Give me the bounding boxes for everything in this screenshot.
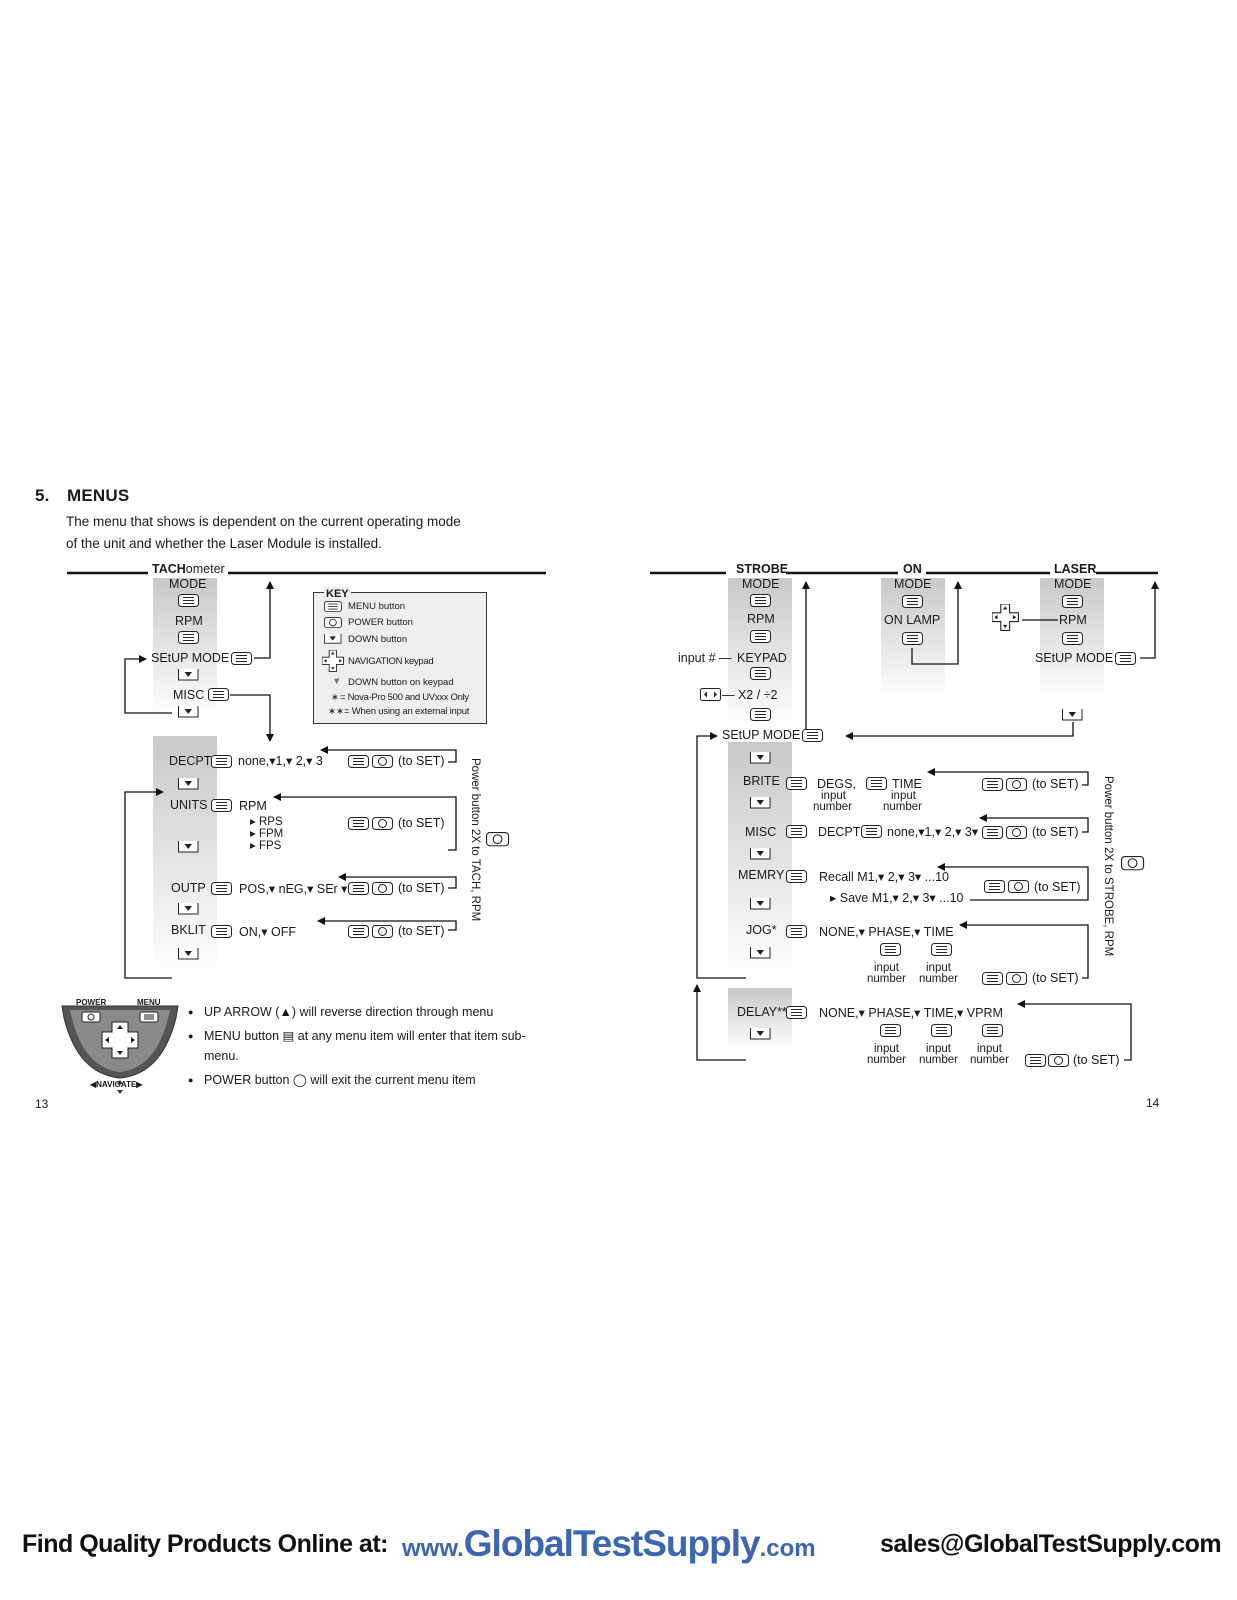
to-set-label: (to SET) xyxy=(398,816,445,830)
tach-bklit-label: BKLIT xyxy=(171,923,206,937)
menu-icon xyxy=(786,870,808,884)
key-title: KEY xyxy=(326,588,349,600)
tip-up-arrow: ● UP ARROW (▲) will reverse direction through menu xyxy=(188,1002,528,1022)
menu-icon xyxy=(866,777,888,791)
tach-units-option: RPM xyxy=(239,799,267,813)
menu-icon xyxy=(786,925,808,939)
on-mode-label: MODE xyxy=(894,577,932,591)
menu-icon xyxy=(902,632,924,646)
menu-icon xyxy=(982,826,1004,840)
down-arrow-icon xyxy=(750,1027,772,1041)
on-header: ON xyxy=(903,562,922,576)
strobe-header: STROBE xyxy=(736,562,789,576)
number-label: number xyxy=(970,1054,1009,1066)
tach-misc-label: MISC xyxy=(173,688,205,702)
menu-icon xyxy=(1115,652,1137,666)
input-label: input xyxy=(821,790,846,802)
power-icon xyxy=(1121,856,1145,872)
number-label: number xyxy=(919,973,958,985)
menu-icon xyxy=(1062,632,1084,646)
key-star-double: ∗∗ xyxy=(328,706,344,717)
strobe-brite-degs: DEGS, xyxy=(817,777,856,791)
menu-icon xyxy=(786,1006,808,1020)
number-label: number xyxy=(867,973,906,985)
number-label: number xyxy=(883,801,922,813)
menu-icon xyxy=(802,729,824,743)
strobe-memry-label: MEMRY xyxy=(738,868,785,882)
section-number: 5. xyxy=(35,486,50,505)
menu-icon xyxy=(750,708,772,722)
menu-icon xyxy=(861,825,883,839)
key-power-button: POWER button xyxy=(348,617,413,628)
strobe-misc-decpt: DECPT xyxy=(818,825,861,839)
number-label: number xyxy=(813,801,852,813)
strobe-rpm-label: RPM xyxy=(747,612,775,626)
tach-outp-options: POS,▾ nEG,▾ SEr ▾ xyxy=(239,882,348,896)
down-arrow-icon xyxy=(750,751,772,765)
tip-power-button: ● POWER button ◯ will exit the current menu item xyxy=(188,1070,528,1090)
strobe-power-note: Power button 2X to STROBE, RPM xyxy=(1102,776,1114,957)
power-icon xyxy=(1048,1054,1070,1068)
down-arrow-icon xyxy=(1062,708,1084,722)
input-label: input xyxy=(926,962,951,974)
laser-mode-label: MODE xyxy=(1054,577,1092,591)
strobe-jog-label: JOG* xyxy=(746,923,777,937)
keypad-menu-label: MENU xyxy=(137,998,161,1007)
input-label: input xyxy=(891,790,916,802)
laser-header: LASER xyxy=(1054,562,1097,576)
key-menu-button: MENU button xyxy=(348,601,406,612)
menu-icon xyxy=(750,594,772,608)
key-down-button: DOWN button xyxy=(348,634,408,645)
tach-decpt-options: none,▾1,▾ 2,▾ 3 xyxy=(238,754,323,768)
menu-icon xyxy=(880,1024,902,1038)
input-label: input xyxy=(874,1043,899,1055)
menu-icon xyxy=(786,777,808,791)
strobe-brite-label: BRITE xyxy=(743,774,780,788)
footer-website[interactable] xyxy=(402,1523,816,1565)
units-sub-fps: ▸ FPS xyxy=(250,840,282,852)
down-triangle-icon: ▼ xyxy=(332,676,342,687)
input-label: input xyxy=(977,1043,1002,1055)
strobe-delay-options: NONE,▾ PHASE,▾ TIME,▾ VPRM xyxy=(819,1006,1003,1020)
units-sub-rps: ▸ RPS xyxy=(250,816,283,828)
strobe-mode-label: MODE xyxy=(742,577,780,591)
page-number-right: 14 xyxy=(1146,1096,1160,1110)
number-label: number xyxy=(919,1054,958,1066)
tach-decpt-label: DECPT xyxy=(169,754,212,768)
key-external-input-note: = When using an external input xyxy=(344,706,470,717)
connector-line xyxy=(1022,617,1058,623)
footer-www: www. xyxy=(402,1535,464,1562)
tach-setup-label: SEtUP MODE xyxy=(151,651,230,665)
key-navigation-keypad: NAVIGATION keypad xyxy=(348,656,434,667)
menu-icon xyxy=(750,630,772,644)
intro-line-2: of the unit and whether the Laser Module is installed. xyxy=(66,536,382,551)
menu-icon xyxy=(982,1024,1004,1038)
footer-com: .com xyxy=(759,1535,816,1562)
tach-rpm-label: RPM xyxy=(175,614,203,628)
footer-email[interactable]: sales@GlobalTestSupply.com xyxy=(880,1530,1222,1558)
tach-mode-label: MODE xyxy=(169,577,207,591)
keypad-power-label: POWER xyxy=(76,998,107,1007)
menu-icon xyxy=(750,667,772,681)
input-label: input xyxy=(926,1043,951,1055)
tach-power-note: Power button 2X to TACH, RPM xyxy=(469,758,481,922)
intro-line-1: The menu that shows is dependent on the current operating mode xyxy=(66,514,461,529)
tach-units-label: UNITS xyxy=(170,798,208,812)
power-icon xyxy=(1006,972,1028,986)
down-arrow-icon xyxy=(750,946,772,960)
strobe-delay-label: DELAY** xyxy=(737,1005,787,1019)
menu-icon xyxy=(984,880,1006,894)
strobe-recall: Recall M1,▾ 2,▾ 3▾ ...10 xyxy=(819,870,949,884)
menu-icon xyxy=(982,972,1004,986)
to-set-label: (to SET) xyxy=(1073,1053,1120,1067)
strobe-save: ▸ Save M1,▾ 2,▾ 3▾ ...10 xyxy=(830,891,964,905)
footer-tagline: Find Quality Products Online at: xyxy=(22,1530,388,1558)
strobe-input-number: input # — xyxy=(678,651,732,665)
menu-icon xyxy=(1025,1054,1047,1068)
strobe-brite-time: TIME xyxy=(892,777,922,791)
laser-rpm-label: RPM xyxy=(1059,613,1087,627)
to-set-label: (to SET) xyxy=(398,881,445,895)
key-nova-pro-note: = Nova-Pro 500 and UVxxx Only xyxy=(340,692,469,703)
menu-icon xyxy=(786,825,808,839)
laser-setup-label: SEtUP MODE xyxy=(1035,651,1114,665)
input-label: input xyxy=(874,962,899,974)
keypad-navigate-label: ◀NAVIGATE▶ xyxy=(90,1080,143,1089)
down-arrow-icon xyxy=(750,847,772,861)
page-number-left: 13 xyxy=(35,1097,49,1111)
tach-header: TACHometer xyxy=(152,562,225,576)
menu-icon xyxy=(902,595,924,609)
to-set-label: (to SET) xyxy=(1032,971,1079,985)
tach-bklit-options: ON,▾ OFF xyxy=(239,925,296,939)
strobe-setup-label: SEtUP MODE xyxy=(722,728,801,742)
section-title: MENUS xyxy=(67,486,130,505)
down-arrow-icon xyxy=(750,897,772,911)
left-right-arrows-icon xyxy=(700,688,722,702)
to-set-label: (to SET) xyxy=(1034,880,1081,894)
to-set-label: (to SET) xyxy=(1032,777,1079,791)
key-down-on-keypad: DOWN button on keypad xyxy=(348,677,454,688)
menu-icon xyxy=(880,943,902,957)
to-set-label: (to SET) xyxy=(398,754,445,768)
tach-outp-label: OUTP xyxy=(171,881,206,895)
footer-domain: GlobalTestSupply xyxy=(463,1523,760,1564)
strobe-x2-label: — X2 / ÷2 xyxy=(722,688,778,702)
navigation-pad-icon xyxy=(992,604,1022,634)
menu-icon xyxy=(1062,595,1084,609)
units-sub-fpm: ▸ FPM xyxy=(250,828,284,840)
strobe-misc-values: none,▾1,▾ 2,▾ 3▾ xyxy=(887,825,979,839)
key-star-single: ∗ xyxy=(331,692,339,703)
strobe-misc-label: MISC xyxy=(745,825,777,839)
power-icon xyxy=(1006,826,1028,840)
menu-icon xyxy=(931,943,953,957)
power-icon xyxy=(1006,778,1028,792)
down-arrow-icon xyxy=(750,796,772,810)
to-set-label: (to SET) xyxy=(1032,825,1079,839)
tip-menu-button: ● MENU button ▤ at any menu item will enter that item sub-menu. xyxy=(188,1026,528,1066)
number-label: number xyxy=(867,1054,906,1066)
strobe-jog-options: NONE,▾ PHASE,▾ TIME xyxy=(819,925,954,939)
on-lamp-label: ON LAMP xyxy=(884,613,941,627)
to-set-label: (to SET) xyxy=(398,924,445,938)
power-icon xyxy=(1008,880,1030,894)
menu-icon xyxy=(982,778,1004,792)
menu-icon xyxy=(931,1024,953,1038)
strobe-keypad-label: KEYPAD xyxy=(737,651,787,665)
